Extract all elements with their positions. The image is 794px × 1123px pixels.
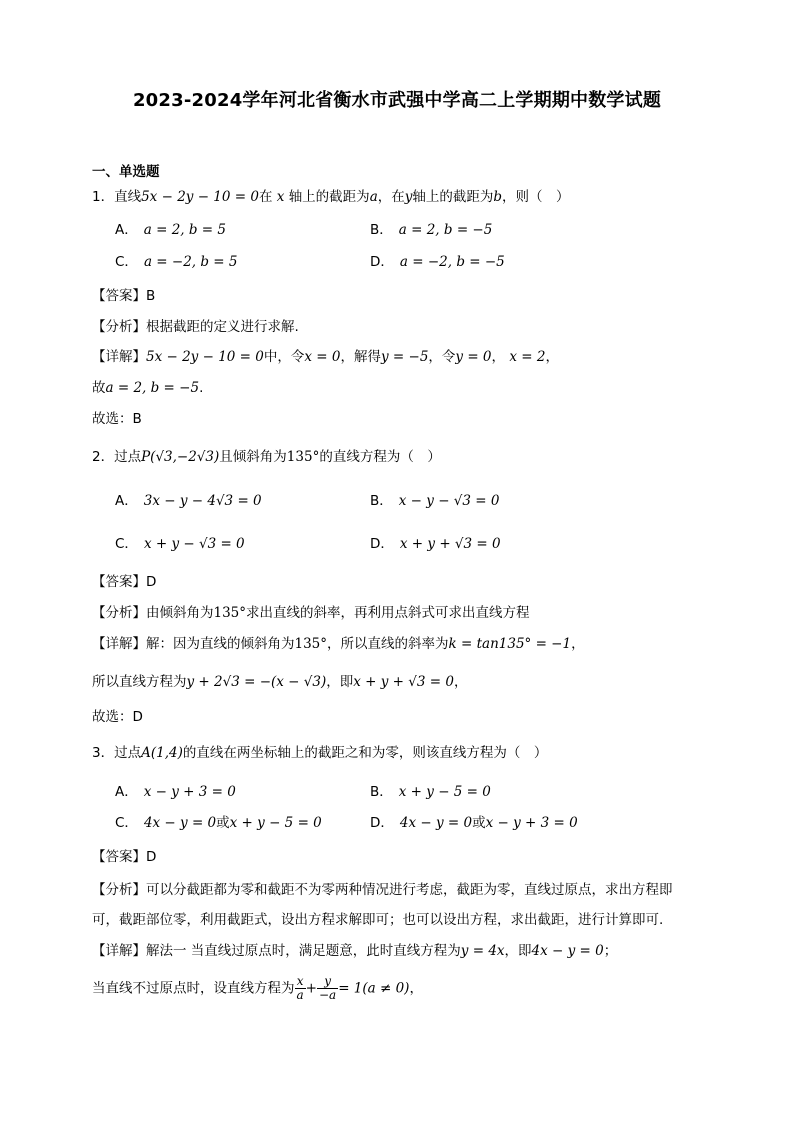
option-label: A． — [115, 222, 138, 238]
q2-detail-line2 — [92, 672, 467, 692]
q2-point: P(√3,−2√3) — [141, 449, 220, 465]
q2-detail — [92, 634, 585, 654]
answer-value: B — [146, 288, 156, 304]
detail-text: ，解得 — [340, 349, 381, 365]
detail-text: 所以直线方程为 — [92, 674, 187, 690]
option-label: D． — [370, 254, 394, 270]
option-label: C． — [115, 536, 138, 552]
q3-analysis-line2: 可，截距部位零，利用截距式，设出方程求解即可；也可以设出方程，求出截距，进行计算即可. — [92, 912, 664, 928]
option-label: B． — [370, 493, 393, 509]
fraction — [317, 975, 338, 1002]
analysis-tag: 【分析】 — [92, 319, 146, 335]
q3-number: 3． — [92, 745, 115, 761]
math: 5x − 2y − 10 = 0 — [146, 349, 264, 365]
option-label: C． — [115, 254, 138, 270]
math: y + 2√3 = −(x − √3) — [186, 674, 327, 690]
q1-option-d[interactable] — [370, 252, 505, 272]
answer-tag: 【答案】 — [92, 849, 146, 865]
option-label: A． — [115, 493, 138, 509]
q3-analysis — [92, 880, 673, 900]
q1-var-y: y — [404, 189, 413, 205]
detail-text: ， — [545, 349, 559, 365]
q3-option-c[interactable] — [115, 813, 322, 833]
q2-stem — [92, 447, 441, 467]
analysis-text: 可以分截距都为零和截距不为零两种情况进行考虑，截距为零，直线过原点，求出方程即 — [146, 882, 673, 898]
q2-option-a[interactable] — [115, 491, 262, 511]
math: y = −5 — [380, 349, 429, 365]
math: 135° — [213, 605, 247, 621]
math: k = tan135° = −1 — [448, 636, 572, 652]
answer-tag: 【答案】 — [92, 574, 146, 590]
fraction — [295, 975, 306, 1002]
math: y = 4x — [460, 943, 505, 959]
q2-option-b[interactable] — [370, 491, 499, 511]
q2-stem-text: 过点 — [114, 449, 142, 465]
option-value: 3x − y − 4√3 = 0 — [143, 493, 262, 509]
detail-tag: 【详解】 — [92, 943, 146, 959]
q1-option-c[interactable] — [115, 252, 238, 272]
q1-option-a[interactable] — [115, 220, 226, 240]
detail-text: ， — [409, 980, 423, 997]
option-value: a = −2, b = 5 — [143, 254, 238, 270]
q1-stem-text: 轴上的截距为 — [412, 189, 494, 205]
q1-answer — [92, 286, 155, 306]
analysis-text: 根据截距的定义进行求解. — [146, 319, 299, 335]
detail-tag: 【详解】 — [92, 636, 146, 652]
option-value: x − y + 3 = 0 — [485, 815, 578, 831]
detail-text: . — [199, 380, 204, 396]
option-label: C． — [115, 815, 138, 831]
option-label: A． — [115, 784, 138, 800]
math: x = 0 — [304, 349, 341, 365]
math: 135° — [294, 636, 328, 652]
q3-answer — [92, 847, 156, 867]
option-label: B． — [370, 222, 393, 238]
analysis-tag: 【分析】 — [92, 882, 146, 898]
q3-option-b[interactable] — [370, 782, 491, 802]
option-value: x + y − 5 = 0 — [229, 815, 322, 831]
q3-stem — [92, 743, 547, 763]
q2-answer — [92, 572, 156, 592]
detail-text: ， — [571, 636, 585, 652]
detail-text: ，所以直线的斜率为 — [327, 636, 449, 652]
option-label: B． — [370, 784, 393, 800]
q1-detail — [92, 347, 559, 367]
fraction-denominator: −a — [318, 988, 337, 1002]
q2-number: 2． — [92, 449, 115, 465]
option-value: x − y + 3 = 0 — [143, 784, 236, 800]
math: y = 0 — [455, 349, 492, 365]
q1-choice: 故选：B — [92, 411, 142, 427]
math: x = 2 — [509, 349, 546, 365]
option-value: a = −2, b = −5 — [399, 254, 505, 270]
detail-text: ； — [603, 943, 618, 959]
detail-text: ， — [491, 349, 506, 365]
option-label: D． — [370, 815, 394, 831]
q2-choice: 故选：D — [92, 709, 143, 725]
option-value: x + y − √3 = 0 — [143, 536, 245, 552]
option-or: 或 — [216, 815, 230, 831]
q1-conclusion — [92, 378, 203, 398]
option-value: x − y − √3 = 0 — [398, 493, 500, 509]
analysis-text: 求出直线的斜率，再利用点斜式可求出直线方程 — [246, 605, 530, 621]
math: = 1(a ≠ 0) — [338, 980, 410, 997]
analysis-text: 由倾斜角为 — [146, 605, 214, 621]
q2-option-c[interactable] — [115, 534, 245, 554]
q1-var-b: b — [493, 189, 503, 205]
option-value: 4x − y = 0 — [143, 815, 217, 831]
q1-stem-text: ，在 — [377, 189, 405, 205]
q2-stem-text: 且倾斜角为 — [219, 449, 287, 465]
q3-option-d[interactable] — [370, 813, 578, 833]
detail-text: ， — [453, 674, 468, 690]
detail-text: 中，令 — [263, 349, 305, 365]
q1-stem-text: 在 — [258, 189, 273, 205]
q1-var-a: a — [369, 189, 378, 205]
math: x + y + √3 = 0 — [353, 674, 454, 690]
q3-point: A(1,4) — [141, 745, 183, 761]
detail-text: ，令 — [428, 349, 456, 365]
q1-stem-text: ，则（ ） — [502, 189, 570, 205]
analysis-tag: 【分析】 — [92, 605, 146, 621]
q3-detail-line2 — [92, 975, 423, 1002]
fraction-numerator: y — [317, 975, 338, 989]
detail-text: 故 — [92, 380, 106, 396]
fraction-denominator: a — [296, 988, 304, 1002]
detail-text: 解法一 当直线过原点时，满足题意，此时直线方程为 — [146, 943, 461, 959]
detail-text: ，即 — [504, 943, 532, 959]
q2-stem-text: 的直线方程为（ ） — [319, 449, 441, 465]
q1-equation: 5x − 2y − 10 = 0 — [141, 189, 259, 205]
math: a = 2, b = −5 — [105, 380, 200, 396]
option-value: a = 2, b = −5 — [398, 222, 493, 238]
q2-angle: 135° — [286, 449, 320, 465]
fraction-numerator: x — [295, 975, 306, 989]
answer-value: D — [146, 574, 157, 590]
answer-tag: 【答案】 — [92, 288, 146, 304]
q1-stem — [92, 187, 570, 207]
option-or: 或 — [472, 815, 486, 831]
detail-text: 当直线不过原点时，设直线方程为 — [92, 980, 295, 997]
page-title: 2023-2024学年河北省衡水市武强中学高二上学期期中数学试题 — [132, 90, 662, 111]
q3-detail — [92, 941, 617, 961]
option-value: x + y + √3 = 0 — [399, 536, 501, 552]
q1-option-b[interactable] — [370, 220, 492, 240]
q2-analysis — [92, 603, 530, 623]
q2-option-d[interactable] — [370, 534, 501, 554]
q3-option-a[interactable] — [115, 782, 236, 802]
q1-stem-text: 轴上的截距为 — [288, 189, 370, 205]
option-label: D． — [370, 536, 394, 552]
detail-text: ，即 — [326, 674, 354, 690]
section-heading: 一、单选题 — [92, 164, 160, 180]
math: + — [305, 980, 317, 997]
q3-stem-text: 的直线在两坐标轴上的截距之和为零，则该直线方程为（ ） — [182, 745, 548, 761]
q1-stem-text: 直线 — [114, 189, 142, 205]
option-value: x + y − 5 = 0 — [398, 784, 491, 800]
q1-var-x: x — [276, 189, 285, 205]
q1-number: 1． — [92, 189, 115, 205]
option-value: 4x − y = 0 — [399, 815, 473, 831]
answer-value: D — [146, 849, 157, 865]
q3-stem-text: 过点 — [114, 745, 142, 761]
detail-text: 解：因为直线的倾斜角为 — [146, 636, 295, 652]
option-value: a = 2, b = 5 — [143, 222, 226, 238]
math: 4x − y = 0 — [531, 943, 604, 959]
q1-analysis — [92, 317, 299, 337]
detail-tag: 【详解】 — [92, 349, 146, 365]
